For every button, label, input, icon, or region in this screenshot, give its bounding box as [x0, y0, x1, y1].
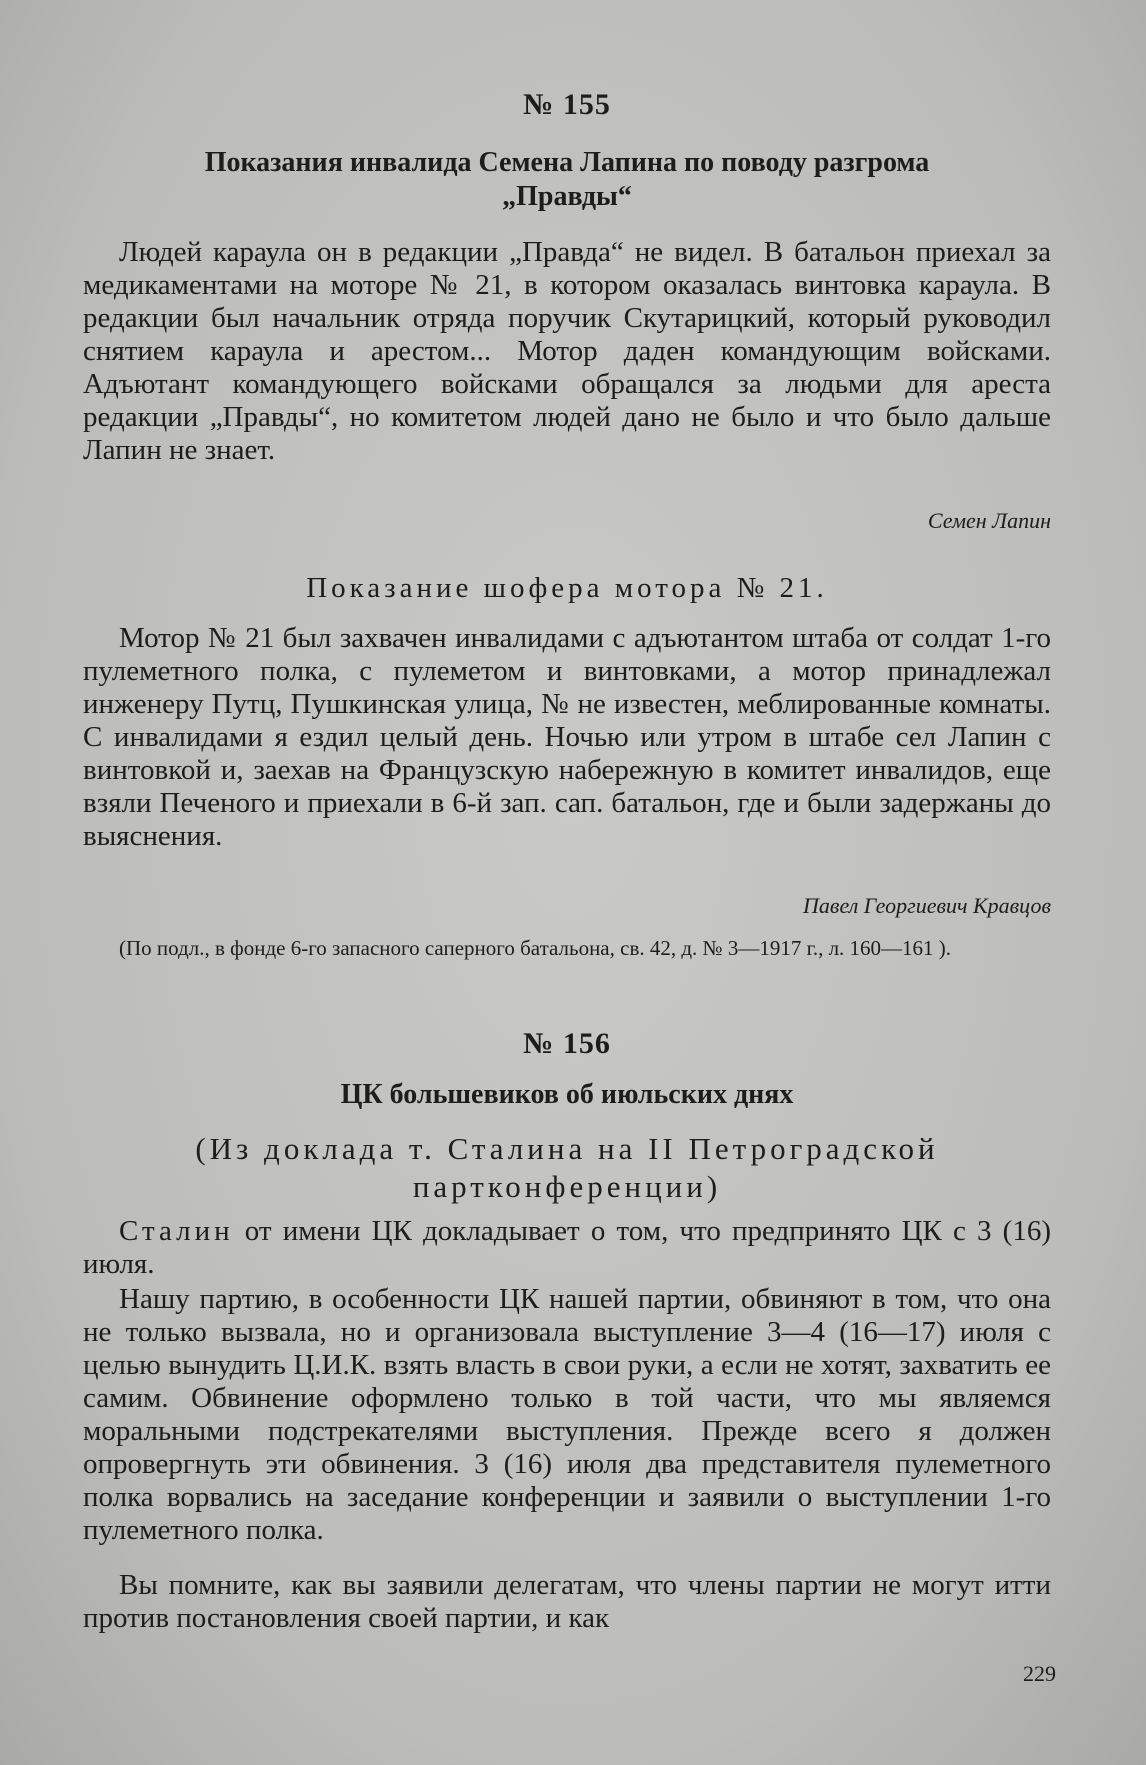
doc-155-number: № 155 [523, 88, 611, 121]
doc-156-title: ЦК большевиков об июльских днях [340, 1079, 794, 1110]
doc-155-title [83, 146, 1051, 214]
doc-156-para1 [83, 1215, 1051, 1281]
doc-156-number: № 156 [523, 1027, 611, 1060]
doc-156-para1-rest: от имени ЦК докладывает о том, что предпринято ЦК с 3 (16) июля. [83, 1215, 1051, 1280]
doc-155-footnote: (По подл., в фонде 6-го запасного саперного батальона, св. 42, д. № 3—1917 г., л. 160—161 ). [119, 936, 952, 960]
doc-156-subtitle [83, 1130, 1051, 1206]
doc-155-title-line2: „Правды“ [502, 181, 632, 212]
doc-155-title-line1: Показания инвалида Семена Лапина по поводу разгрома [204, 147, 930, 178]
page-number: 229 [1023, 1661, 1056, 1686]
doc-156-subtitle-line1: (Из доклада т. Сталина на II Петроградской [195, 1131, 939, 1166]
doc-155-signature: Семен Лапин [927, 508, 1051, 533]
doc-156-subtitle-line2: партконференции) [412, 1169, 722, 1204]
doc-155-subheading: Показание шофера мотора № 21. [306, 572, 828, 604]
doc-155-paragraph2: Мотор № 21 был захвачен инвалидами с адъютантом штаба от солдат 1-го пулеметного полка, с пулеметом и винтовками, а мотор принадлежал инженеру Путц, Пушкинская улица, № не известен, меблированные комнаты. С инвалидами я ездил целый день. Ночью или утром в штабе сел Лапин с винтовкой и, заехав на Французскую набережную в комитет инвалидов, еще взяли Печеного и приехали в 6-й зап. сап. батальон, где и были задержаны до выяснения. [83, 622, 1051, 852]
doc-156-para3: Вы помните, как вы заявили делегатам, что члены партии не могут итти против постановления своей партии, и как [83, 1569, 1051, 1634]
doc-155-signature2: Павел Георгиевич Кравцов [803, 893, 1051, 918]
doc-156-para2: Нашу партию, в особенности ЦК нашей партии, обвиняют в том, что она не только вызвала, но и организовала выступление 3—4 (16—17) июля с целью вынудить Ц.И.К. взять власть в свои руки, а если не хотят, захватить ее самим. Обвинение оформлено только в той части, что мы являемся моральными подстрекателями выступления. Прежде всего я должен опровергнуть эти обвинения. 3 (16) июля два представителя пулеметного полка ворвались на заседание конференции и заявили о выступлении 1-го пулеметного полка. [83, 1283, 1051, 1546]
doc-156-para1-name: Сталин [119, 1215, 234, 1247]
doc-155-paragraph: Людей караула он в редакции „Правда“ не видел. В батальон приехал за медикаментами на моторе № 21, в котором оказалась винтовка караула. В редакции был начальник отряда поручик Скутарицкий, который руководил снятием караула и арестом... Мотор даден командующим войсками. Адъютант командующего войсками обращался за людьми для ареста редакции „Правды“, но комитетом людей дано не было и что было дальше Лапин не знает. [83, 236, 1051, 466]
